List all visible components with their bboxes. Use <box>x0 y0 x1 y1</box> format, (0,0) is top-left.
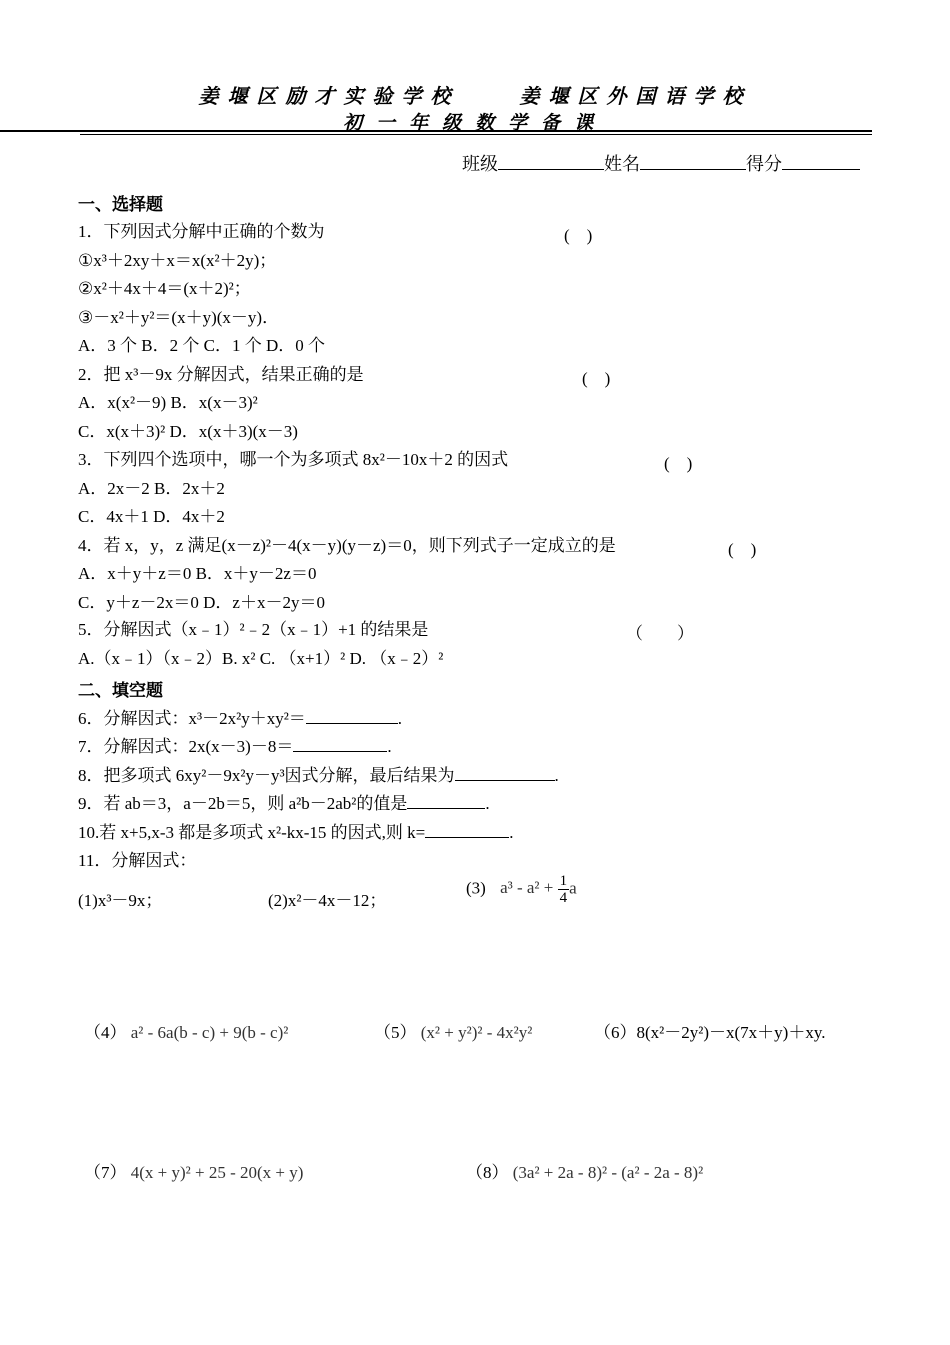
question-6-text: 6．分解因式：x³－2x²y＋xy²＝ <box>78 709 306 728</box>
problem-4-label: （4） <box>84 1023 127 1042</box>
school-name-1: 姜堰区励才实验学校 <box>198 84 460 108</box>
question-4-options-cd: C．y＋z－2x＝0 D．z＋x－2y＝0 <box>78 593 325 612</box>
class-label: 班级 <box>462 154 498 175</box>
class-blank[interactable] <box>498 153 604 170</box>
question-2-options-ab: A．x(x²－9) B．x(x－3)² <box>78 393 258 412</box>
problem-5-label: （5） <box>374 1023 417 1042</box>
answer-paren-1[interactable]: ( ) <box>564 226 593 245</box>
problem-3-expr: a³ - a² + <box>500 878 554 898</box>
question-10-text: 10.若 x+5,x-3 都是多项式 x²-kx-15 的因式,则 k= <box>78 823 426 842</box>
question-5: 5．分解因式（x﹣1）²﹣2（x﹣1）+1 的结果是 <box>78 620 429 639</box>
problem-4 <box>84 1018 288 1043</box>
question-8 <box>78 764 559 787</box>
answer-paren-5[interactable]: （ ） <box>626 624 694 643</box>
problem-7-label: （7） <box>84 1163 127 1182</box>
answer-paren-4[interactable]: ( ) <box>728 540 757 559</box>
question-3-options-ab: A．2x－2 B．2x＋2 <box>78 479 225 498</box>
name-label: 姓名 <box>604 154 640 175</box>
score-label: 得分 <box>746 154 782 175</box>
score-blank[interactable] <box>782 153 860 170</box>
question-9-text: 9．若 ab＝3，a－2b＝5，则 a²b－2ab²的值是 <box>78 794 408 813</box>
statement-1: ①x³＋2xy＋x＝x(x²＋2y)； <box>78 251 277 270</box>
problem-6: （6）8(x²－2y²)－x(7x＋y)＋xy. <box>594 1023 826 1042</box>
answer-blank-7[interactable] <box>293 735 387 752</box>
question-7-text: 7．分解因式：2x(x－3)－8＝ <box>78 737 294 756</box>
statement-3: ③－x²＋y²＝(x＋y)(x－y)． <box>78 308 280 327</box>
student-info-line <box>462 150 860 176</box>
header-rule-thick <box>0 130 872 132</box>
question-4: 4．若 x，y，z 满足(x－z)²－4(x－y)(y－z)＝0，则下列式子一定成立的是 <box>78 536 616 555</box>
problem-8-label: （8） <box>466 1163 509 1182</box>
question-4-options-ab: A．x＋y＋z＝0 B．x＋y－2z＝0 <box>78 564 317 583</box>
statement-2: ②x²＋4x＋4＝(x＋2)²； <box>78 279 251 298</box>
question-11: 11．分解因式： <box>78 851 197 870</box>
question-1: 1．下列因式分解中正确的个数为 <box>78 222 325 241</box>
problem-7-expr: 4(x + y)² + 25 - 20(x + y) <box>130 1163 304 1182</box>
question-6-dot: . <box>397 709 403 728</box>
course-title: 初一年级数学备课 <box>342 112 607 134</box>
answer-paren-2[interactable]: ( ) <box>582 369 611 388</box>
problem-3-denominator: 4 <box>559 890 568 906</box>
question-3: 3．下列四个选项中，哪一个为多项式 8x²－10x＋2 的因式 <box>78 450 509 469</box>
problem-3-fraction <box>558 873 570 906</box>
header-rule-thin <box>80 134 872 135</box>
answer-blank-9[interactable] <box>407 792 485 809</box>
problem-3-numerator: 1 <box>559 873 568 889</box>
problem-4-expr: a² - 6a(b - c) + 9(b - c)² <box>130 1023 289 1042</box>
problem-5 <box>374 1018 532 1043</box>
problem-3-label: (3) <box>466 878 486 898</box>
problem-3 <box>466 873 577 906</box>
question-10-dot: . <box>509 823 514 842</box>
question-5-options: A.（x﹣1）（x﹣2）B. x² C. （x+1）² D. （x﹣2）² <box>78 649 444 668</box>
school-name-2: 姜堰区外国语学校 <box>519 84 752 108</box>
problem-8 <box>466 1158 703 1183</box>
problem-3-tail: a <box>569 878 577 898</box>
problem-5-expr: (x² + y²)² - 4x²y² <box>420 1023 533 1042</box>
section-title-fill: 二、填空题 <box>78 681 163 701</box>
question-8-dot: . <box>554 766 559 785</box>
problem-7 <box>84 1158 303 1183</box>
problem-2: (2)x²－4x－12； <box>268 891 387 910</box>
section-title-choice: 一、选择题 <box>78 195 163 215</box>
question-9-dot: . <box>485 794 490 813</box>
answer-blank-6[interactable] <box>306 707 398 724</box>
question-3-options-cd: C．4x＋1 D．4x＋2 <box>78 507 225 526</box>
name-blank[interactable] <box>640 153 746 170</box>
question-2-options-cd: C．x(x＋3)² D．x(x＋3)(x－3) <box>78 422 298 441</box>
question-2: 2．把 x³－9x 分解因式，结果正确的是 <box>78 365 364 384</box>
question-7 <box>78 735 392 758</box>
problem-8-expr: (3a² + 2a - 8)² - (a² - 2a - 8)² <box>512 1163 704 1182</box>
answer-paren-3[interactable]: ( ) <box>664 454 693 473</box>
answer-blank-10[interactable] <box>425 821 509 838</box>
question-10 <box>78 821 514 844</box>
school-names <box>0 80 950 109</box>
question-9 <box>78 792 490 815</box>
problem-1: (1)x³－9x； <box>78 891 163 910</box>
question-7-dot: . <box>387 737 392 756</box>
question-8-text: 8．把多项式 6xy²－9x²y－y³因式分解，最后结果为 <box>78 766 455 785</box>
question-1-options: A．3 个 B．2 个 C．1 个 D．0 个 <box>78 336 325 355</box>
answer-blank-8[interactable] <box>455 764 555 781</box>
question-6 <box>78 707 402 730</box>
